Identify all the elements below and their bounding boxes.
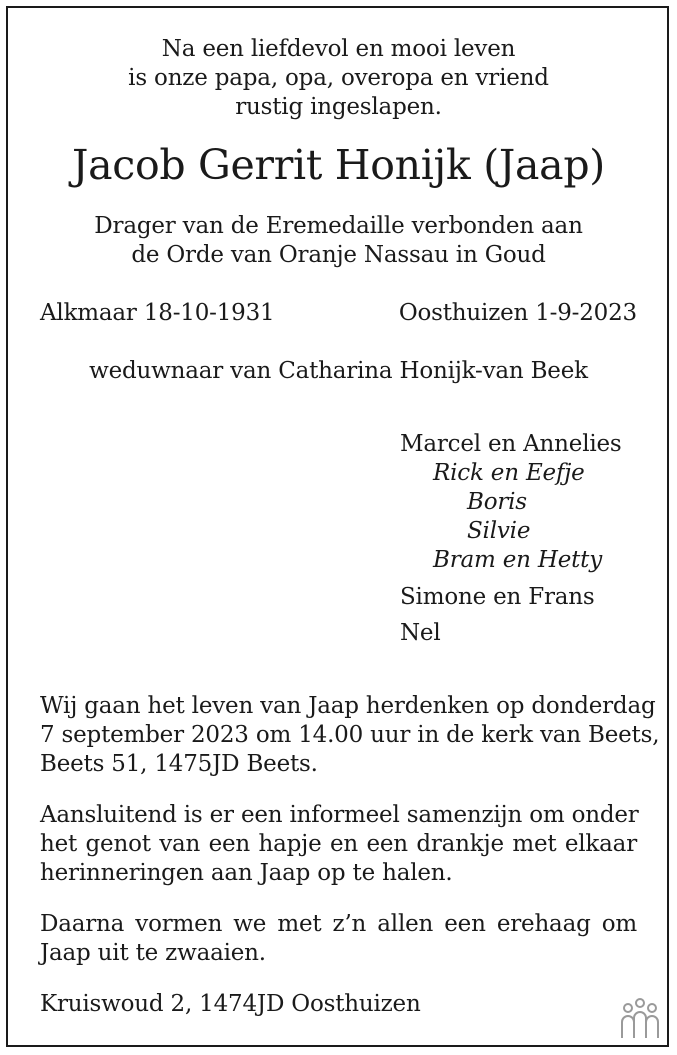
family-member: Silvie <box>467 518 531 544</box>
honor-line: de Orde van Oranje Nassau in Goud <box>131 242 546 268</box>
gathering-line: herinneringen aan Jaap op te halen. <box>40 860 453 886</box>
gathering-line: het genot van een hapje en een drankje met elkaar <box>40 831 637 857</box>
family-member: Marcel en Annelies <box>400 431 622 457</box>
intro-line: rustig ingeslapen. <box>235 94 442 120</box>
deceased-name: Jacob Gerrit Honijk (Jaap) <box>72 141 605 189</box>
memorial-line: 7 september 2023 om 14.00 uur in de kerk van Beets, <box>40 722 660 748</box>
family-member: Simone en Frans <box>400 584 595 610</box>
farewell-line: Jaap uit te zwaaien. <box>40 940 266 966</box>
honor-line: Drager van de Eremedaille verbonden aan <box>94 213 583 239</box>
intro-line: is onze papa, opa, overopa en vriend <box>128 65 549 91</box>
family-member: Rick en Eefje <box>433 460 585 486</box>
memorial-line: Wij gaan het leven van Jaap herdenken op donderdag <box>40 693 656 719</box>
gathering-line: Aansluitend is er een informeel samenzijn om onder <box>40 802 639 828</box>
family-member: Bram en Hetty <box>433 547 603 573</box>
address-line: Kruiswoud 2, 1474JD Oosthuizen <box>40 991 421 1017</box>
memorial-line: Beets 51, 1475JD Beets. <box>40 751 318 777</box>
farewell-line: Daarna vormen we met z’n allen een erehaag om <box>40 911 637 937</box>
widower-line: weduwnaar van Catharina Honijk-van Beek <box>89 358 588 384</box>
people-group-icon <box>618 996 662 1040</box>
family-member: Boris <box>467 489 527 515</box>
intro-line: Na een liefdevol en mooi leven <box>161 36 516 62</box>
family-member: Nel <box>400 620 441 646</box>
death-info: Oosthuizen 1-9-2023 <box>398 300 637 326</box>
birth-info: Alkmaar 18-10-1931 <box>40 300 275 326</box>
